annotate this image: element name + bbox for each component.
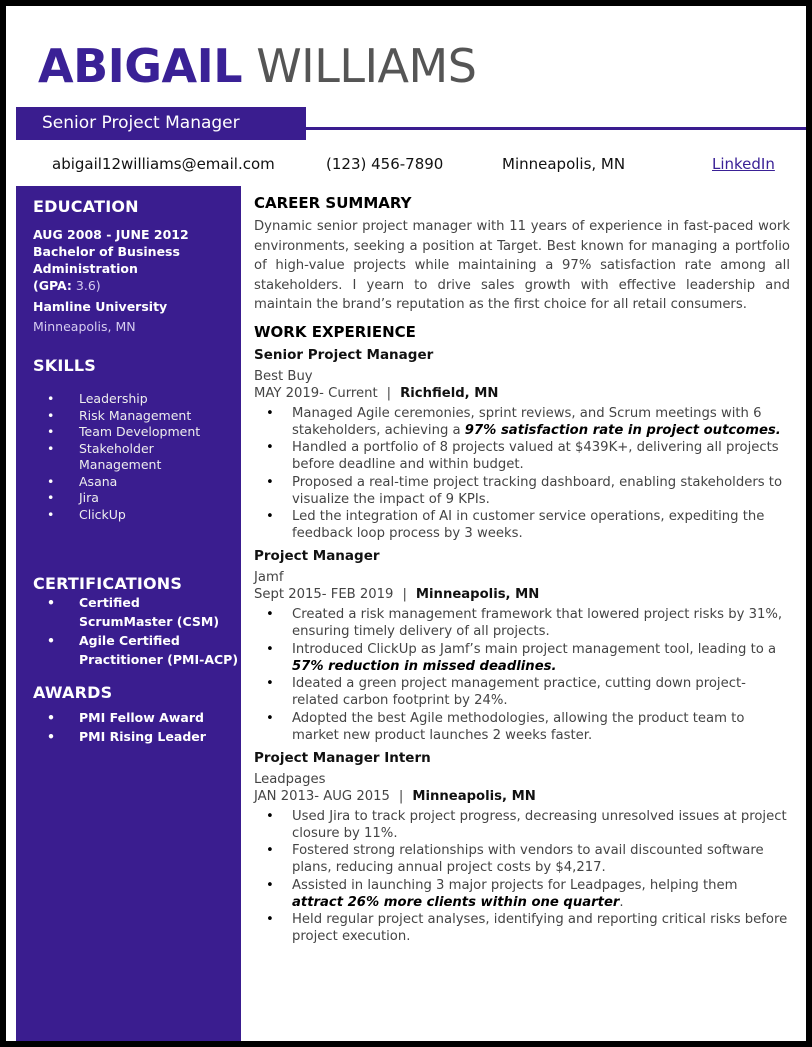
skills-list [47,391,241,523]
skills-heading: SKILLS [33,356,96,375]
job-location: Minneapolis, MN [415,587,540,602]
award-item: • PMI Rising Leader [47,727,241,746]
job-dates: Sept 2015- FEB 2019 [254,587,394,602]
award-item: • PMI Fellow Award [47,708,241,727]
bullet-item: • Managed Agile ceremonies, sprint reviews, and Scrum meetings with 6 stakeholders, achieving a 97% satisfaction rate in project outcomes. [260,405,790,439]
bullet-item: • Introduced ClickUp as Jamf’s main project management tool, leading to a 57% reduction in missed deadlines. [260,641,790,675]
skill-item: • Team Development [47,424,227,441]
job-title: Project Manager Intern [254,749,431,766]
bullet-item: • Fostered strong relationships with vendors to avail discounted software plans, reducing annual project costs by $4,217. [260,842,790,876]
job-location: Richfield, MN [400,385,499,401]
phone-text: (123) 456-7890 [326,155,444,173]
job-location: Minneapolis, MN [412,788,536,804]
job-dates-line [254,788,790,805]
resume-page [6,6,806,1041]
skill-item: • ClickUp [47,507,207,524]
bullet-highlight: 97% satisfaction rate in project outcomes. [464,422,781,438]
location-text: Minneapolis, MN [502,155,626,173]
bullet-highlight: attract 26% more clients within one quarter [292,894,620,910]
skill-item: • Asana [47,474,207,491]
bullet-item: • Created a risk management framework that lowered project risks by 31%, ensuring timely delivery of all projects. [260,606,790,640]
bullet-item: • Adopted the best Agile methodologies, allowing the product team to market new product launches 2 weeks faster. [260,710,790,744]
education-gpa [33,277,241,294]
bullet-item: • Handled a portfolio of 8 projects valued at $439K+, delivering all projects before deadline and within budget. [260,439,790,473]
education-dates: AUG 2008 - JUNE 2012 [33,227,189,242]
education-heading: EDUCATION [33,197,139,216]
sidebar [16,186,241,1041]
job-bullets [260,606,790,744]
job-title: Project Manager [254,548,380,564]
job-entry [254,750,790,946]
job-bullets [260,405,790,543]
main-content [254,194,790,946]
bullet-item: • Used Jira to track project progress, decreasing unresolved issues at project closure by 11%. [260,808,790,842]
skill-item: • Risk Management [47,408,227,425]
skill-item: • Leadership [47,391,207,408]
bullet-highlight: 57% reduction in missed deadlines. [292,658,557,674]
certification-item: • Agile Certified Practitioner (PMI-ACP) [47,631,247,669]
certification-item: • Certified ScrumMaster (CSM) [47,593,237,631]
bullet-item: • Proposed a real-time project tracking dashboard, enabling stakeholders to visualize the impact of 9 KPIs. [260,474,790,508]
candidate-name [38,36,476,96]
separator: | [386,385,392,401]
title-divider [306,127,806,130]
job-dates-line [254,586,790,603]
education-school: Hamline University [33,299,168,314]
job-title-banner: Senior Project Manager [16,107,306,140]
job-list [254,347,790,946]
gpa-value: 3.6) [75,278,101,293]
job-company: Leadpages [254,771,326,787]
awards-list [47,708,241,746]
certifications-heading: CERTIFICATIONS [33,574,183,593]
bullet-item: • Assisted in launching 3 major projects for Leadpages, helping them attract 26% more clients within one quarter. [260,877,790,911]
linkedin-link[interactable]: LinkedIn [712,155,775,173]
experience-heading: WORK EXPERIENCE [254,322,416,341]
job-dates: JAN 2013- AUG 2015 [254,788,390,804]
separator: | [398,788,404,804]
job-entry [254,548,790,744]
job-bullets [260,808,790,946]
first-name: ABIGAIL [38,39,243,93]
job-entry [254,347,790,543]
email-text: abigail12williams@email.com [52,155,275,173]
skill-item: • Stakeholder Management [47,441,187,474]
certifications-list [47,593,241,669]
summary-text: Dynamic senior project manager with 11 years of experience in fast-paced work environments, seeking a position at Target. Best known for managing a portfolio of high-value projects while maintaining a 97% satisfaction rate among all stakeholders. I yearn to drive sales growth with effective leadership and maintain the brand’s reputation as the first choice for all retail consumers. [254,219,790,312]
summary-heading: CAREER SUMMARY [254,194,412,212]
job-dates-line [254,385,790,402]
gpa-label: (GPA: [33,278,72,293]
job-dates: MAY 2019- Current [254,385,378,401]
education-degree: Bachelor of Business Administration [33,244,180,276]
education-location: Minneapolis, MN [33,319,136,334]
job-company: Jamf [254,570,284,585]
job-title: Senior Project Manager [254,346,434,363]
last-name: WILLIAMS [256,39,477,93]
bullet-item: • Led the integration of AI in customer service operations, expediting the feedback loop process by 3 weeks. [260,508,790,542]
job-company: Best Buy [254,368,313,384]
separator: | [402,587,407,602]
bullet-item: • Ideated a green project management practice, cutting down project-related carbon footprint by 24%. [260,675,790,709]
awards-heading: AWARDS [33,683,113,702]
skill-item: • Jira [47,490,207,507]
bullet-item: • Held regular project analyses, identifying and reporting critical risks before project execution. [260,911,790,945]
